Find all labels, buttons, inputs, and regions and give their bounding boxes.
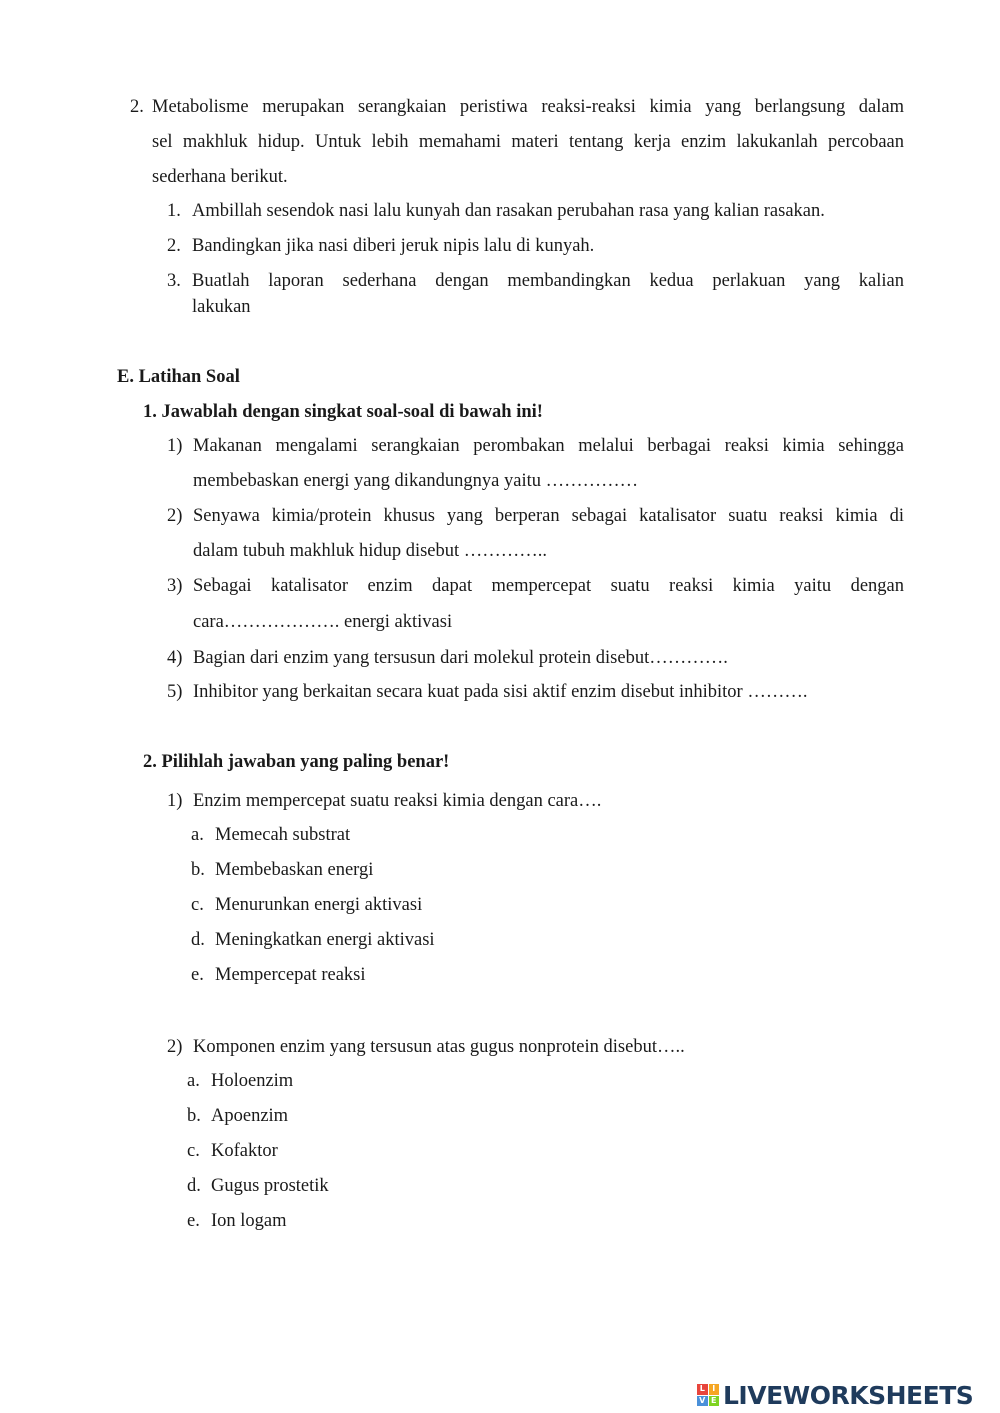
option-text: Meningkatkan energi aktivasi [215,930,435,950]
part2-title: 2. Pilihlah jawaban yang paling benar! [143,752,450,772]
question-number: 1) [167,436,183,456]
option-letter: d. [191,930,205,950]
question-number: 2) [167,1037,183,1057]
logo-mark-letter: L [697,1384,708,1395]
question-text: Enzim mempercepat suatu reaksi kimia dengan cara…. [193,791,602,811]
question-number: 3) [167,576,183,596]
question-text-continued: membebaskan energi yang dikandungnya yaitu …………… [193,471,639,491]
option-letter: e. [187,1211,200,1231]
question-text: Komponen enzim yang tersusun atas gugus nonprotein disebut….. [193,1037,685,1057]
step-text: Ambillah sesendok nasi lalu kunyah dan rasakan perubahan rasa yang kalian rasakan. [192,201,825,221]
paragraph-number: 2. [130,97,144,117]
option-letter: d. [187,1176,201,1196]
option-text: Ion logam [211,1211,287,1231]
option-letter: a. [187,1071,200,1091]
step-text: Buatlah laporan sederhana dengan membandingkan kedua perlakuan yang kalian [192,271,904,291]
option-text: Mempercepat reaksi [215,965,366,985]
question-number: 1) [167,791,183,811]
logo-mark-letter: E [709,1396,720,1407]
question-text-continued: dalam tubuh makhluk hidup disebut ………….. [193,541,548,561]
option-letter: a. [191,825,204,845]
option-text: Menurunkan energi aktivasi [215,895,423,915]
logo-mark-icon [697,1384,719,1406]
option-letter: e. [191,965,204,985]
step-number: 3. [167,271,181,291]
part1-title: 1. Jawablah dengan singkat soal-soal di bawah ini! [143,402,543,422]
question-text: Inhibitor yang berkaitan secara kuat pada sisi aktif enzim disebut inhibitor ………. [193,682,808,702]
question-number: 4) [167,648,183,668]
question-text: Senyawa kimia/protein khusus yang berperan sebagai katalisator suatu reaksi kimia di [193,506,904,526]
paragraph-line: sederhana berikut. [152,167,288,187]
question-text-continued: cara………………. energi aktivasi [193,612,453,632]
step-number: 2. [167,236,181,256]
section-title: E. Latihan Soal [117,367,240,387]
logo-mark-letter: V [697,1396,708,1407]
liveworksheets-logo[interactable] [697,1381,973,1409]
option-text: Membebaskan energi [215,860,374,880]
option-letter: b. [187,1106,201,1126]
logo-mark-letter: I [709,1384,720,1395]
option-text: Apoenzim [211,1106,289,1126]
option-letter: c. [187,1141,200,1161]
step-number: 1. [167,201,181,221]
option-text: Gugus prostetik [211,1176,329,1196]
option-text: Kofaktor [211,1141,278,1161]
question-text: Makanan mengalami serangkaian perombakan melalui berbagai reaksi kimia sehingga [193,436,904,456]
question-text: Bagian dari enzim yang tersusun dari molekul protein disebut…………. [193,648,728,668]
option-letter: c. [191,895,204,915]
step-text: Bandingkan jika nasi diberi jeruk nipis lalu di kunyah. [192,236,595,256]
paragraph-line: Metabolisme merupakan serangkaian peristiwa reaksi-reaksi kimia yang berlangsung dalam [152,97,904,117]
step-text-continued: lakukan [192,297,251,317]
paragraph-line: sel makhluk hidup. Untuk lebih memahami materi tentang kerja enzim lakukanlah percobaan [152,132,904,152]
logo-text: LIVEWORKSHEETS [723,1380,974,1410]
option-letter: b. [191,860,205,880]
option-text: Memecah substrat [215,825,351,845]
question-number: 5) [167,682,183,702]
option-text: Holoenzim [211,1071,294,1091]
question-number: 2) [167,506,183,526]
question-text: Sebagai katalisator enzim dapat mempercepat suatu reaksi kimia yaitu dengan [193,576,904,596]
